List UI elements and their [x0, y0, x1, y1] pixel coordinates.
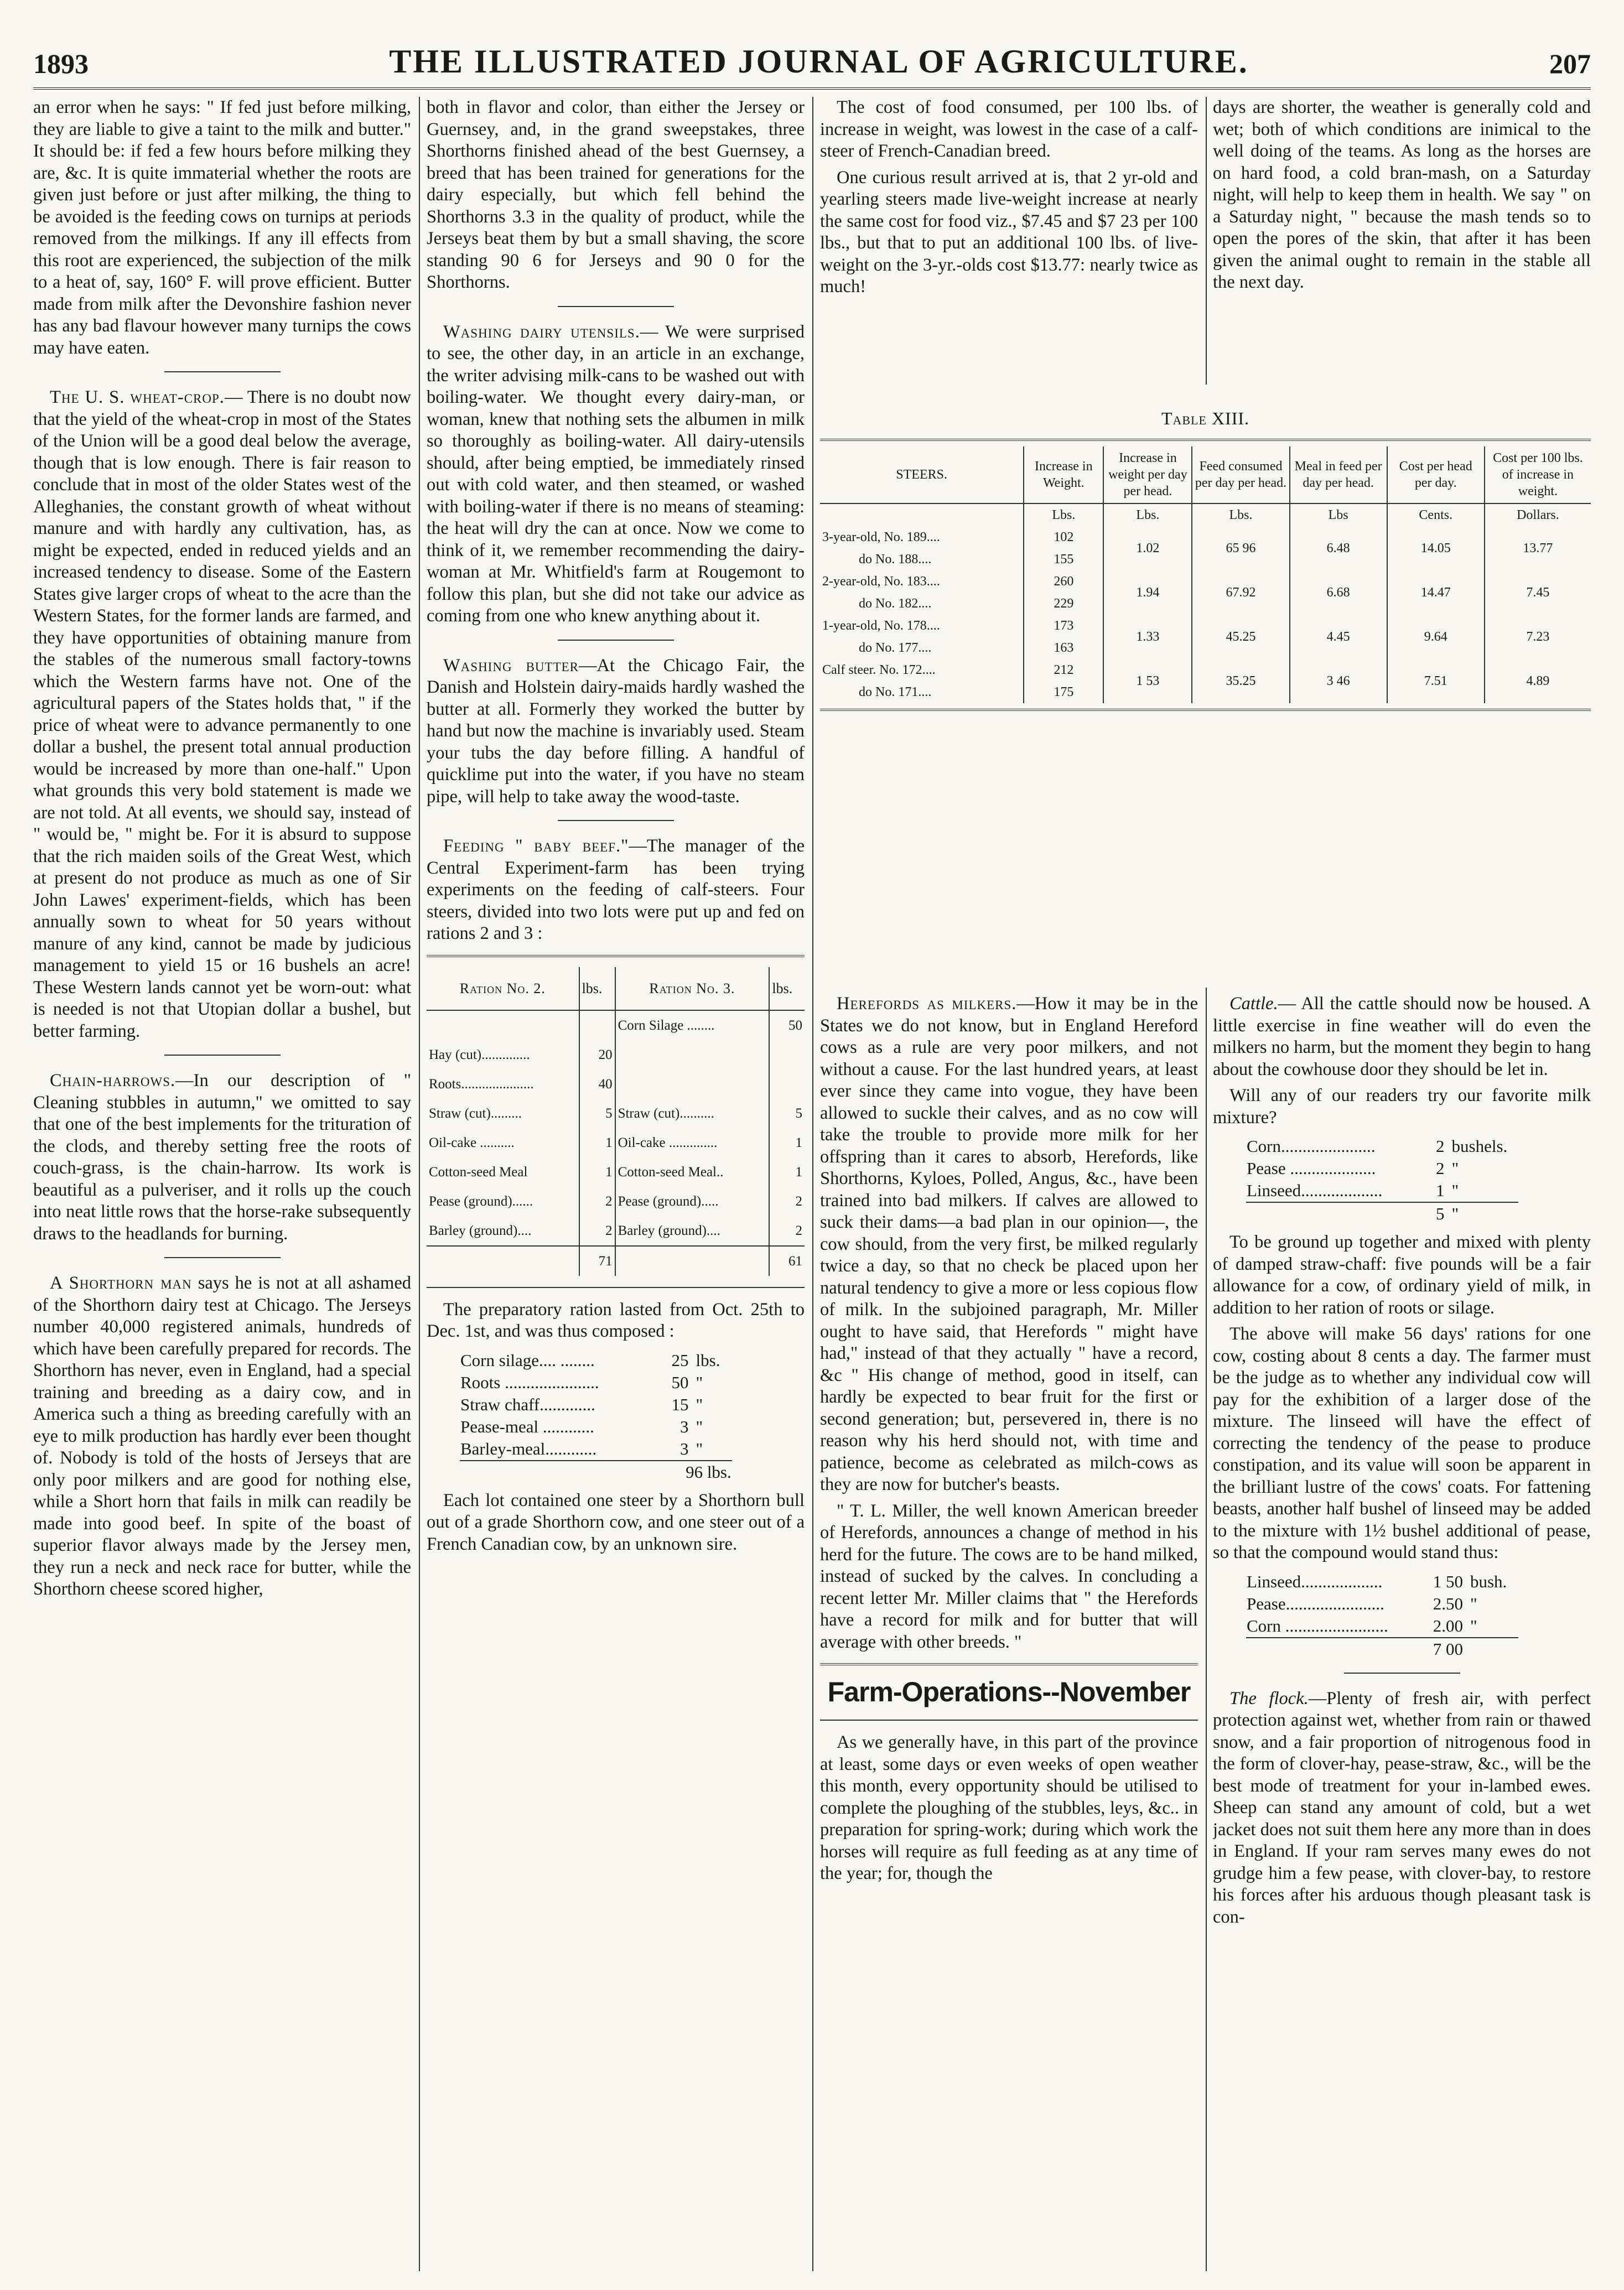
meal-in-feed: 3 46: [1290, 659, 1387, 703]
list-item: [460, 1372, 732, 1394]
ration-2-item: Roots.....................: [429, 1076, 534, 1092]
ration-2-item: Barley (ground)....: [429, 1223, 532, 1238]
ration-3-item: Corn Silage ........: [615, 1010, 770, 1040]
section-heading: Chain-harrows.: [50, 1071, 176, 1091]
increase-per-day: 1.94: [1103, 570, 1192, 615]
ration-2-item: Cotton-seed Meal: [429, 1164, 528, 1180]
list-item: [460, 1394, 732, 1416]
paragraph: One curious result arrived at is, that 2 yr-old and yearling steers made live-weight increase at nearly the same cost for food viz., $7.45 and $7 23 per 100 lbs., but that to put an additional 100 lbs. of live-weight on the 3-yr.-olds cost $13.77: nearly twice as much!: [820, 167, 1198, 297]
increase-per-day: 1.02: [1103, 526, 1192, 570]
list-item: [460, 1416, 732, 1438]
increase-value: 260: [1024, 570, 1103, 593]
section-heading: Washing butter: [443, 655, 579, 676]
ration-table-body: [427, 1010, 805, 1276]
ration-3-item: Straw (cut)..........: [615, 1099, 770, 1128]
item-unit: bushels.: [1451, 1136, 1508, 1156]
section-body: —In our description of " Cleaning stubbles in autumn," we omitted to say that one of the best implements for the trituration of the clods, and thereby setting free the roots of couch-grass, is the chain-harrow. Its work is beautiful as a pulveriser, and it rolls up the couch into neat little rows that the horse-rake subsequently draws to the headlands for burning.: [33, 1071, 411, 1244]
increase-value: 155: [1024, 548, 1103, 570]
table-xiii: [820, 446, 1591, 703]
ration-2-lbs: [579, 1010, 615, 1040]
section-rule: [558, 640, 674, 641]
item-unit: lbs.: [696, 1350, 720, 1370]
feed-consumed: 67.92: [1192, 570, 1289, 615]
paragraph-farm-operations: As we generally have, in this part of the province at least, some days or even weeks of open weather this month, every opportunity should be utilised to complete the ploughing of the stubbles, leys, &c.. in preparation for spring-work; during which work the horses will require as full feeding as at any time of the year; for, though the: [820, 1732, 1198, 1883]
section-body: — All the cattle should now be housed. A little exercise in fine weather will do even the milkers no harm, but the moment they begin to hang about the cowhouse door they should be let in.: [1213, 994, 1591, 1079]
meal-in-feed: 4.45: [1290, 615, 1387, 659]
table-row: [427, 1187, 805, 1216]
paragraph: an error when he says: " If fed just before milking, they are liable to give a taint to the milk and butter." It should be: if fed a few hours before milking they are, &c. It is quite immaterial whether the roots are given just before or just after milking, the thing to be avoided is the feeding cows on turnips at periods removed from the milkings. If any ill effects from this root are experienced, the subjection of the milk to a heat of, say, 160° F. will prove efficient. Butter made from milk after the Devonshire fashion never has any bad flavour however many turnips the cows may have eaten.: [33, 97, 411, 358]
column-header: Cost per 100 lbs. of increase in weight.: [1485, 446, 1591, 503]
item-value: 3: [680, 1439, 689, 1458]
item-value: 2: [1436, 1136, 1445, 1156]
column-rule: [812, 97, 813, 2271]
preparatory-ration-list: [460, 1349, 732, 1483]
section-rule: [558, 820, 674, 821]
table-row: [427, 1128, 805, 1157]
page-header: [33, 15, 1591, 90]
list-total: [1246, 1202, 1518, 1225]
paragraph: To be ground up together and mixed with plenty of damped straw-chaff: five pounds will be a fair allowance for a cow, of ordinary yield of milk, in addition to her ration of roots or silage.: [1213, 1232, 1591, 1318]
item-value: 2.00: [1433, 1616, 1463, 1635]
section-rule: [1344, 1673, 1460, 1674]
paragraph-preparatory: The preparatory ration lasted from Oct. 25th to Dec. 1st, and was thus composed :: [427, 1299, 805, 1341]
list-item: [1246, 1571, 1518, 1593]
spacer: [427, 1246, 579, 1276]
table-xiii-block: [820, 398, 1591, 985]
steer-label: 1-year-old, No. 178....: [822, 619, 940, 633]
item-unit: ": [696, 1372, 703, 1392]
steer-label: do No. 182....: [859, 596, 932, 611]
item-value: 2.50: [1433, 1593, 1463, 1613]
ration-3-item: Oil-cake ..............: [615, 1128, 770, 1157]
item-name: Corn ........................: [1247, 1616, 1388, 1635]
table-xiii-body: [820, 526, 1591, 703]
column-rule: [419, 97, 420, 2271]
column-header: lbs.: [769, 967, 805, 1010]
paragraph-wheat: [33, 387, 411, 1042]
units-row: [820, 503, 1591, 526]
increase-value: 173: [1024, 615, 1103, 637]
item-unit: ": [696, 1394, 703, 1414]
paragraph: Will any of our readers try our favorite milk mixture?: [1213, 1086, 1591, 1128]
table-row: [427, 1157, 805, 1187]
paragraph: both in flavor and color, than either the Jersey or Guernsey, and, in the grand sweepstakes, three Shorthorns finished ahead of the best Guernsey, a breed that has been trained for generations for the dairy especially, but which fell behind the Shorthorns 3.3 in the quality of product, while the Jerseys beat them by but a small shaving, the score standing 90 6 for Jerseys and 90 0 for the Shorthorns.: [427, 97, 805, 292]
item-value: 1: [1436, 1181, 1445, 1200]
column-header: Increase in weight per day per head.: [1103, 446, 1192, 503]
table-rule: [820, 439, 1591, 441]
item-value: 25: [671, 1350, 689, 1370]
list-total: [1246, 1638, 1518, 1660]
column-header: Ration No. 3.: [615, 967, 770, 1010]
item-unit: ": [1451, 1181, 1459, 1200]
paragraph-herefords: [820, 993, 1198, 1496]
feed-consumed: 45.25: [1192, 615, 1289, 659]
table-total-row: [427, 1246, 805, 1276]
item-unit: bush.: [1470, 1571, 1507, 1591]
section-body: — We were surprised to see, the other day, in an article in an exchange, the writer advising milk-cans to be washed out with boiling-water. We thought every dairy-man, or woman, knew that nothing sets the albumen in milk so thoroughly as boiling-water. All dairy-utensils should, after being emptied, be immediately rinsed out with cold water, and then steamed, or washed with boiling-water if there is no means of steaming: the heat will dry the can at once. Now we come to think of it, we remember recommending the dairy-woman at Mr. Whitfield's farm at Rougemont to follow this plan, but she did not take our advice as coming from one who knew anything about it.: [427, 321, 805, 626]
ration-2-lbs: 2: [579, 1216, 615, 1246]
paragraph-chain-harrows: [33, 1070, 411, 1245]
section-heading: Washing dairy utensils.: [443, 321, 640, 342]
list-item: [460, 1349, 732, 1372]
section-rule: [820, 1720, 1198, 1721]
column-header: lbs.: [579, 967, 615, 1010]
cost-per-day: 14.47: [1387, 570, 1485, 615]
paragraph-washing-butter: [427, 655, 805, 808]
list-item: [1246, 1157, 1518, 1180]
table-rule: [427, 1287, 805, 1288]
ration-3-item: Pease (ground).....: [615, 1187, 770, 1216]
table-row: [820, 659, 1591, 681]
column-header: STEERS.: [820, 446, 1024, 503]
section-body: —How it may be in the States we do not know, but in England Hereford cows as a rule are very poor milkers, and not without a cause. For the last hundred years, at least ever since they came into vogue, they have been allowed to suckle their calves, and as no cow will take the trouble to provide more milk for her offspring than it cares to absorb, Herefords, like Shorthorns, Kyloes, Polled, Angus, &c., have been trained into bad milkers. If calves are allowed to suck their dams—a bad plan in our opinion—, the cow should, from the very first, be milked regularly twice a day, so that no check be placed upon her natural tendency to give a more or less copious flow of milk. In the subjoined paragraph, Mr. Miller ought to have said, that Herefords " might have had," instead of that they actually " have a record, &c " His change of method, good in itself, can hardly be expected to bear fruit for the first or second generation; but, persevered in, there is no reason why his herd should not, with time and patience, become as celebrated as milch-cows as they are now for butcher's beasts.: [820, 994, 1198, 1494]
feed-consumed: 35.25: [1192, 659, 1289, 703]
ration-table: [427, 967, 805, 1276]
column-header: Meal in feed per day per head.: [1290, 446, 1387, 503]
unit-label: Lbs.: [1024, 503, 1103, 526]
item-unit: ": [1451, 1159, 1459, 1178]
section-heading: Cattle.: [1229, 994, 1278, 1014]
ration-2-total: 71: [579, 1246, 615, 1276]
item-name: Corn silage.... ........: [460, 1350, 595, 1370]
steer-label: 3-year-old, No. 189....: [822, 530, 940, 544]
total-value: 5: [1405, 1202, 1445, 1225]
column-2: [427, 97, 805, 2271]
table-row: [820, 615, 1591, 637]
list-item: [1246, 1593, 1518, 1615]
steer-label: Calf steer. No. 172....: [822, 663, 936, 677]
column-header: Feed consumed per day per head.: [1192, 446, 1289, 503]
ration-2-lbs: 2: [579, 1187, 615, 1216]
ration-2-item: Straw (cut).........: [429, 1105, 522, 1121]
item-value: 2: [1436, 1159, 1445, 1178]
paragraph-baby-beef: [427, 835, 805, 945]
cost-per-day: 14.05: [1387, 526, 1485, 570]
meal-in-feed: 6.68: [1290, 570, 1387, 615]
item-unit: ": [1470, 1593, 1477, 1613]
column-4-lower: [1213, 993, 1591, 2271]
column-header: Ration No. 2.: [427, 967, 579, 1010]
total-value: 96 lbs.: [650, 1461, 732, 1483]
ration-3-lbs: 1: [769, 1157, 805, 1187]
item-name: Linseed...................: [1247, 1571, 1383, 1591]
section-heading: A Shorthorn man: [50, 1273, 192, 1293]
increase-value: 163: [1024, 637, 1103, 659]
section-heading: The flock.: [1229, 1688, 1309, 1709]
cost-per-100-lbs: 4.89: [1485, 659, 1591, 703]
section-heading: Feeding " baby beef.": [443, 836, 629, 856]
ration-2-item: Oil-cake ..........: [429, 1135, 515, 1150]
cost-per-100-lbs: 7.45: [1485, 570, 1591, 615]
column-header: Cost per head per day.: [1387, 446, 1485, 503]
table-row: [427, 1069, 805, 1099]
unit-label: Cents.: [1387, 503, 1485, 526]
unit-label: Lbs.: [1192, 503, 1289, 526]
steer-label: do No. 171....: [859, 685, 932, 699]
page-number: 207: [1549, 48, 1591, 79]
column-rule: [1206, 988, 1207, 2271]
item-value: 1 50: [1433, 1571, 1463, 1591]
columns: [33, 97, 1591, 2271]
total-unit: ": [1445, 1202, 1518, 1225]
section-body: —Plenty of fresh air, with perfect protection against wet, whether from rain or thawed snow, and a fair proportion of nitrogenous food in the form of clover-hay, pease-straw, &c., will be the best mode of treatment for your in-lambed ewes. Sheep can stand any amount of cold, but a wet jacket does not suit them here any more than in does in England. If your ram serves many ewes do not grudge him a few pease, with clover-bay, to restore his forces after his arduous though pleasant task is con-: [1213, 1688, 1591, 1927]
ration-2-item: Pease (ground)......: [429, 1193, 533, 1209]
ration-3-item: [615, 1040, 770, 1069]
section-rule: [164, 371, 281, 372]
paragraph: days are shorter, the weather is generally cold and wet; both of which conditions are inimical to the well doing of the teams. As long as the horses are on hard food, a cold bran-mash, on a Saturday night, will help to keep them in health. We say " on a Saturday night, " because the mash tends so to open the pores of the skin, that after it has been given the animal ought to remain in the stable all the next day.: [1213, 97, 1591, 292]
ration-2-lbs: 5: [579, 1099, 615, 1128]
fattening-mixture-list: [1246, 1571, 1518, 1660]
table-row: [427, 1010, 805, 1040]
paragraph-lot: Each lot contained one steer by a Shorthorn bull out of a grade Shorthorn cow, and one steer out of a French Canadian cow, by an unknown sire.: [427, 1490, 805, 1554]
ration-2-lbs: 1: [579, 1128, 615, 1157]
table-row: [820, 570, 1591, 593]
steer-label: do No. 177....: [859, 641, 932, 655]
paragraph: The above will make 56 days' rations for one cow, costing about 8 cents a day. The farmer must be the judge as to whether any individual cow will pay for the exhibition of a larger dose of the mixture. The linseed will have the effect of correcting the tendency of the pease to produce constipation, and its value will soon be apparent in the brilliant lustre of the cows' coats. For fattening beasts, another half bushel of linseed may be added to the mixture with 1½ bushel additional of pease, so that the compound would stand thus:: [1213, 1324, 1591, 1562]
paragraph-miller: " T. L. Miller, the well known American breeder of Herefords, announces a change of method in his herd for the future. The cows are to be hand milked, instead of sucked by the calves. In concluding a recent letter Mr. Miller claims that " the Herefords have a record for milk and for butter that will average with other breeds. ": [820, 1500, 1198, 1652]
section-rule: [820, 1663, 1198, 1665]
steer-label: do No. 188....: [859, 552, 932, 567]
item-unit: ": [696, 1416, 703, 1436]
section-heading: The U. S. wheat-crop.: [50, 387, 225, 407]
farm-operations-heading: Farm-Operations--November: [827, 1676, 1191, 1707]
section-rule: [558, 306, 674, 307]
table-row: [427, 1099, 805, 1128]
header-year: 1893: [33, 48, 89, 79]
cost-per-100-lbs: 13.77: [1485, 526, 1591, 570]
ration-3-lbs: 50: [769, 1010, 805, 1040]
milk-mixture-list: [1246, 1135, 1518, 1225]
ration-3-lbs: 5: [769, 1099, 805, 1128]
table-rule: [820, 709, 1591, 711]
item-value: 50: [671, 1372, 689, 1392]
table-row: [820, 526, 1591, 548]
increase-per-day: 1.33: [1103, 615, 1192, 659]
item-value: 15: [671, 1394, 689, 1414]
ration-3-lbs: 1: [769, 1128, 805, 1157]
ration-2-item: [427, 1010, 579, 1040]
item-name: Straw chaff.............: [460, 1394, 595, 1414]
item-name: Pease.......................: [1247, 1593, 1384, 1613]
item-name: Pease ....................: [1247, 1159, 1376, 1178]
unit-label: Dollars.: [1485, 503, 1591, 526]
list-item: [1246, 1135, 1518, 1157]
unit-label: Lbs.: [1103, 503, 1192, 526]
ration-2-item: Hay (cut)..............: [429, 1047, 530, 1062]
ration-2-lbs: 40: [579, 1069, 615, 1099]
paragraph-shorthorn: [33, 1273, 411, 1601]
item-unit: ": [1470, 1616, 1477, 1635]
paragraph-cattle: [1213, 993, 1591, 1081]
paragraph-flock: [1213, 1688, 1591, 1929]
table-row: [427, 1040, 805, 1069]
column-1: [33, 97, 411, 2271]
unit-label: Lbs: [1290, 503, 1387, 526]
steer-label: 2-year-old, No. 183....: [822, 574, 940, 589]
spacer: [615, 1246, 770, 1276]
item-name: Corn......................: [1247, 1136, 1376, 1156]
cost-per-day: 7.51: [1387, 659, 1485, 703]
list-total: [460, 1461, 732, 1483]
item-name: Linseed...................: [1247, 1181, 1383, 1200]
paragraph: The cost of food consumed, per 100 lbs. of increase in weight, was lowest in the case of a calf-steer of French-Canadian breed.: [820, 97, 1198, 161]
ration-3-total: 61: [769, 1246, 805, 1276]
item-name: Roots ......................: [460, 1372, 599, 1392]
section-body: — There is no doubt now that the yield of the wheat-crop in most of the States of the Union will be a good deal below the average, though that is low enough. There is fair reason to conclude that in most of the older States west of the Alleghanies, the constant growth of wheat without manure and with hardly any cultivation, has, as might be expected, ended in reduced yields and an increased tendency to disease. Some of the Eastern States give larger crops of wheat to the acre than the Western States, for the former lands are farmed, and they have opportunities of obtaining manure from the stables of the numerous small factory-towns which the Western farms have not. One of the agricultural papers of the States holds that, " if the price of wheat were to advance permanently to one dollar a bushel, the present total annual production would be increased by more than one-half." Upon what grounds this very bold statement is made we are not told. At all events, we should say, instead of " would be, " might be. For it is absurd to suppose that the rich maiden soils of the Great West, which at present do not produce as much as one of Sir John Lawes' experiment-fields, which has been annually sown to wheat for 50 years without manure of any kind, cannot be made by judicious management to yield 15 or 16 bushels an acre! These Western lands cannot yet be worn-out: what is needed is not that Utopian dollar a bushel, but better farming.: [33, 387, 411, 1041]
ration-3-item: Cotton-seed Meal..: [615, 1157, 770, 1187]
list-item: [1246, 1615, 1518, 1638]
column-header: Increase in Weight.: [1024, 446, 1103, 503]
column-rule: [1206, 97, 1207, 385]
ration-3-lbs: 2: [769, 1216, 805, 1246]
table-header-row: [427, 967, 805, 1010]
ration-3-lbs: 2: [769, 1187, 805, 1216]
ration-3-lbs: [769, 1040, 805, 1069]
ration-2-lbs: 20: [579, 1040, 615, 1069]
journal-title: THE ILLUSTRATED JOURNAL OF AGRICULTURE.: [389, 43, 1249, 80]
section-body: says he is not at all ashamed of the Shorthorn dairy test at Chicago. The Jerseys number 40,000 registered animals, hundreds of which have been carefully prepared for records. The Shorthorn has never, even in England, had a special training and breeding as a dairy cow, and in America such a thing as breeding carefully with an eye to milk production has hardly ever been thought of. Nobody is told of the hosts of Jerseys that are only poor milkers and are good for nothing else, while a Short horn that fails in milk can readily be made into good beef. In spite of the boast of superior flavor always made by the Jersey men, they run a neck and neck race for butter, while the Shorthorn cheese scored higher,: [33, 1273, 411, 1599]
table-rule: [427, 955, 805, 957]
table-title: Table XIII.: [1161, 408, 1250, 428]
section-body: —At the Chicago Fair, the Danish and Holstein dairy-maids hardly washed the butter at all. Formerly they worked the butter by hand but now the machine is invariably used. Steam your tubs the day before filling. A handful of quicklime put into the water, if you have no steam pipe, will help to take away the wood-taste.: [427, 655, 805, 807]
item-value: 3: [680, 1416, 689, 1436]
cost-per-day: 9.64: [1387, 615, 1485, 659]
list-item: [460, 1438, 732, 1461]
item-unit: ": [696, 1439, 703, 1458]
total-value: 7 00: [1424, 1638, 1464, 1660]
increase-per-day: 1 53: [1103, 659, 1192, 703]
list-item: [1246, 1180, 1518, 1202]
paragraph-washing-utensils: [427, 321, 805, 627]
cost-per-100-lbs: 7.23: [1485, 615, 1591, 659]
section-body: —The manager of the Central Experiment-farm has been trying experiments on the feeding of calf-steers. Four steers, divided into two lots were put up and fed on rations 2 and 3 :: [427, 836, 805, 943]
ration-3-item: [615, 1069, 770, 1099]
section-heading: Herefords as milkers.: [837, 994, 1017, 1014]
ration-3-lbs: [769, 1069, 805, 1099]
column-4: [1213, 97, 1591, 385]
column-3-lower: [820, 993, 1198, 2271]
ration-2-lbs: 1: [579, 1157, 615, 1187]
table-row: [427, 1216, 805, 1246]
increase-value: 212: [1024, 659, 1103, 681]
meal-in-feed: 6.48: [1290, 526, 1387, 570]
feed-consumed: 65 96: [1192, 526, 1289, 570]
item-name: Pease-meal ............: [460, 1416, 594, 1436]
item-name: Barley-meal............: [460, 1439, 597, 1458]
table-header-row: [820, 446, 1591, 503]
section-rule: [164, 1055, 281, 1056]
section-rule: [164, 1257, 281, 1258]
increase-value: 102: [1024, 526, 1103, 548]
ration-3-item: Barley (ground)....: [615, 1216, 770, 1246]
increase-value: 229: [1024, 593, 1103, 615]
increase-value: 175: [1024, 681, 1103, 703]
